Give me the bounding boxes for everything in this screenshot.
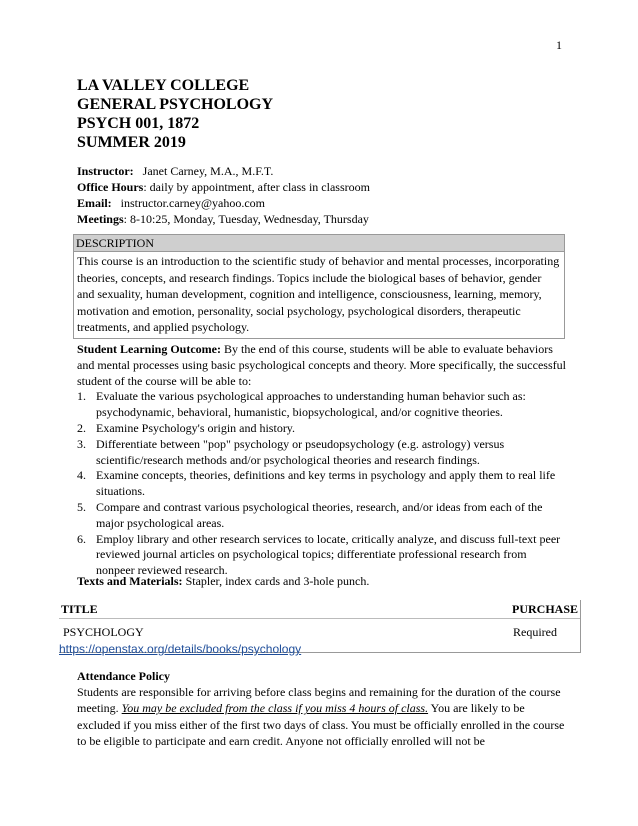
learning-outcomes	[77, 342, 567, 579]
list-item-number: 4.	[77, 468, 86, 483]
list-item-text: Compare and contrast various psychological theories, research, and/or ideas from each of the major psychological areas.	[96, 499, 543, 530]
texts-materials	[77, 574, 369, 589]
list-item	[77, 389, 567, 421]
list-item-number: 2.	[77, 420, 86, 435]
college-name: LA VALLEY COLLEGE	[77, 77, 250, 94]
course-code: PSYCH 001, 1872	[77, 115, 200, 132]
description-table	[73, 234, 565, 339]
email-label: Email:	[77, 196, 112, 210]
email-value[interactable]: instructor.carney@yahoo.com	[120, 196, 266, 210]
attendance-policy	[77, 668, 567, 749]
office-hours-value: : daily by appointment, after class in classroom	[143, 180, 370, 194]
office-hours-label: Office Hours	[77, 180, 144, 194]
attendance-body	[77, 684, 567, 749]
course-name: GENERAL PSYCHOLOGY	[77, 96, 274, 113]
meetings-line	[77, 211, 370, 227]
table-cell-purchase: Required	[513, 625, 557, 639]
page-number: 1	[556, 38, 562, 52]
instructor-label: Instructor:	[77, 164, 134, 178]
textbook-link[interactable]: https://openstax.org/details/books/psychology	[59, 642, 302, 656]
list-item-text: Examine Psychology's origin and history.	[96, 420, 296, 435]
list-item	[77, 421, 567, 437]
attendance-text-before: Students are responsible for arriving before class begins and remaining for the duration of the course meeting.	[77, 685, 561, 716]
list-item-number: 3.	[77, 436, 86, 451]
texts-label: Texts and Materials:	[77, 574, 183, 588]
slo-intro-text: By the end of this course, students will be able to evaluate behaviors and mental processes using basic psychological concepts and theory. More specifically, the successful student of the course will be able to:	[77, 342, 566, 388]
term: SUMMER 2019	[77, 134, 186, 151]
course-info	[77, 163, 370, 227]
attendance-text-after: You are likely to be excluded if you miss either of the first two days of class. You must be officially enrolled in the course to be eligible to participate and earn credit. Anyone not officially enrolled will not be	[77, 701, 565, 748]
list-item-number: 1.	[77, 389, 86, 404]
meetings-label: Meetings	[77, 212, 124, 226]
list-item-text: Evaluate the various psychological approaches to understanding human behavior such as: psychodynamic, behavioral, humanistic, biopsychological, and/or cognitive theories.	[96, 389, 526, 420]
slo-intro	[77, 342, 567, 389]
column-header-title: TITLE	[61, 602, 98, 616]
list-item	[77, 437, 567, 469]
list-item-text: Differentiate between "pop" psychology or pseudopsychology (e.g. astrology) versus scientific/research methods and/or psychological theories and research findings.	[96, 436, 505, 467]
list-item	[77, 468, 567, 500]
list-item	[77, 532, 567, 579]
instructor-value: Janet Carney, M.A., M.F.T.	[142, 164, 274, 178]
slo-list	[77, 389, 567, 579]
list-item	[77, 500, 567, 532]
attendance-emphasis: You may be excluded from the class if you miss 4 hours of class.	[121, 701, 429, 716]
texts-value: Stapler, index cards and 3-hole punch.	[182, 574, 370, 588]
instructor-line	[77, 163, 370, 179]
description-heading: DESCRIPTION	[74, 235, 564, 252]
list-item-number: 6.	[77, 531, 86, 546]
list-item-text: Employ library and other research services to locate, critically analyze, and discuss full-text peer reviewed journal articles on psychological topics; differentiate professional research from nonpeer reviewed research.	[96, 531, 561, 578]
table-cell-title: PSYCHOLOGY	[63, 625, 144, 639]
slo-label: Student Learning Outcome:	[77, 342, 221, 356]
course-header	[77, 76, 273, 152]
meetings-value: : 8-10:25, Monday, Tuesday, Wednesday, Thursday	[123, 212, 369, 226]
list-item-number: 5.	[77, 499, 86, 514]
attendance-title: Attendance Policy	[77, 669, 170, 683]
list-item-text: Examine concepts, theories, definitions and key terms in psychology and apply them to real life situations.	[96, 468, 556, 499]
office-hours-line	[77, 179, 370, 195]
email-line	[77, 195, 370, 211]
column-header-purchase: PURCHASE	[511, 602, 578, 616]
table-divider	[59, 618, 580, 619]
description-body: This course is an introduction to the scientific study of behavior and mental processes, incorporating theories, concepts, and research findings. Topics include the biological bases of behavior, gender and sexuality, human development, cognition and intelligence, consciousness, learning, memory, motivation and emotion, personality, social psychology, psychological disorders, therapeutic treatments, and applied psychology.	[77, 254, 560, 335]
